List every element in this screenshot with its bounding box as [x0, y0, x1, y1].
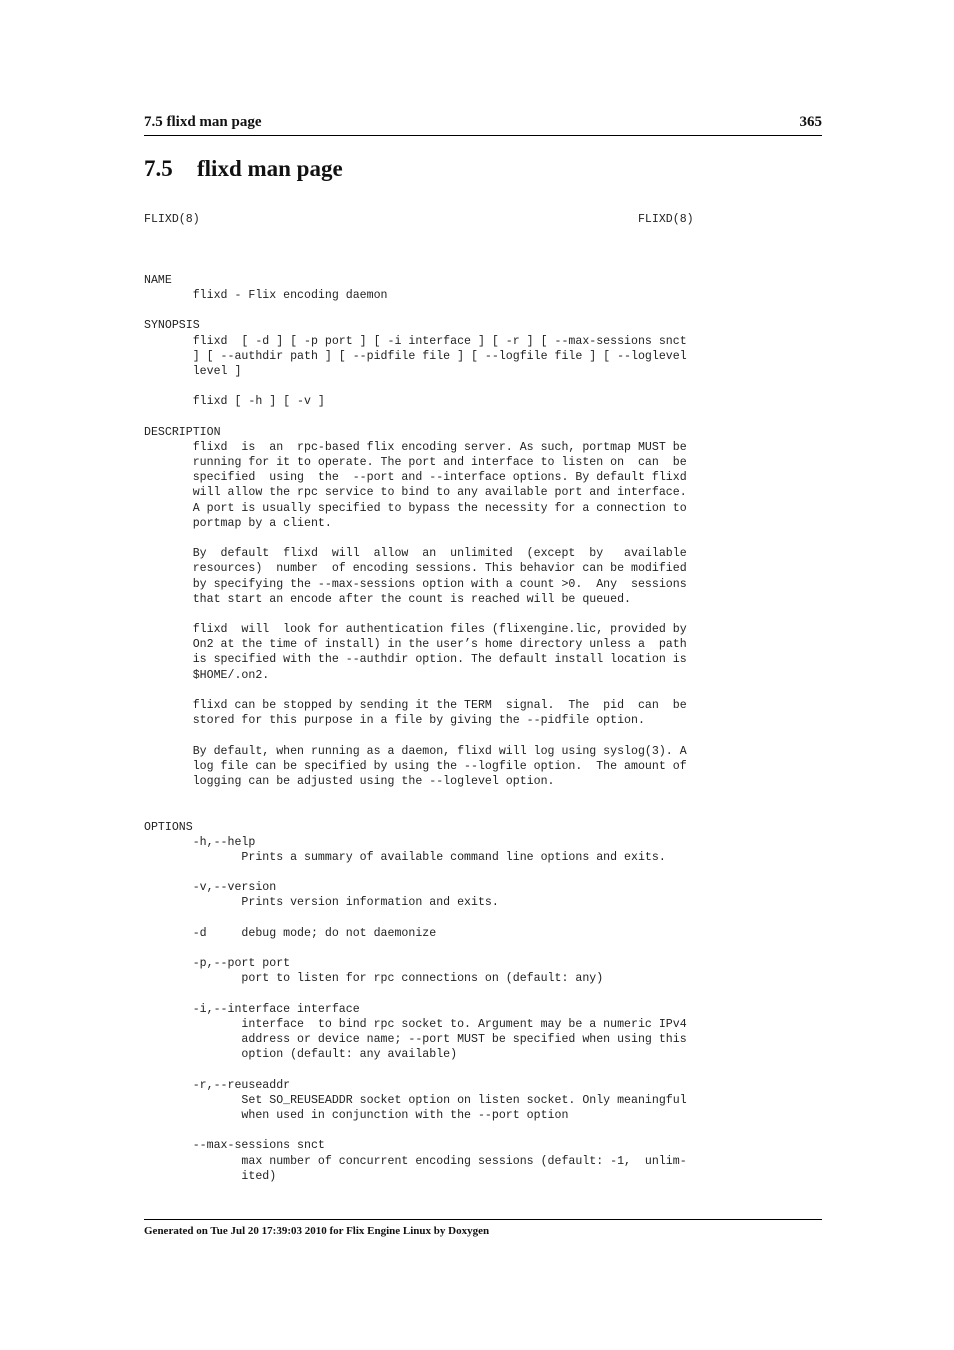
- man-line: log file can be specified by using the --logfile option. The amount of: [144, 759, 687, 773]
- section-heading: [144, 156, 343, 182]
- header-rule: [144, 135, 822, 136]
- man-line: [144, 911, 694, 926]
- man-line: ited): [144, 1169, 277, 1183]
- man-line: by specifying the --max-sessions option with a count >0. Any sessions: [144, 577, 687, 591]
- man-line: flixd - Flix encoding daemon: [144, 288, 388, 302]
- man-line: [144, 1063, 694, 1078]
- footer-rule: [144, 1219, 822, 1220]
- man-line: -v,--version: [144, 881, 277, 895]
- man-line: flixd [ -h ] [ -v ]: [144, 395, 325, 409]
- man-line: [144, 683, 694, 698]
- footer-text: Generated on Tue Jul 20 17:39:03 2010 for Flix Engine Linux by Doxygen: [144, 1225, 490, 1237]
- man-line: NAME: [144, 273, 172, 287]
- man-line: Prints version information and exits.: [144, 896, 499, 910]
- man-line: -d debug mode; do not daemonize: [144, 926, 437, 940]
- man-line: FLIXD(8) FLIXD(8): [144, 213, 694, 226]
- man-page-body: [144, 212, 694, 1184]
- man-line: [144, 258, 694, 273]
- man-line: [144, 789, 694, 804]
- man-line: will allow the rpc service to bind to any available port and interface.: [144, 486, 687, 500]
- man-line: -h,--help: [144, 835, 256, 849]
- man-line: By default flixd will allow an unlimited (except by available: [144, 547, 687, 561]
- man-line: -i,--interface interface: [144, 1002, 360, 1016]
- man-line: DESCRIPTION: [144, 425, 221, 439]
- man-line: By default, when running as a daemon, flixd will log using syslog(3). A: [144, 744, 687, 758]
- man-line: [144, 607, 694, 622]
- man-line: when used in conjunction with the --port option: [144, 1109, 569, 1123]
- man-line: portmap by a client.: [144, 516, 332, 530]
- man-line: max number of concurrent encoding sessions (default: -1, unlim-: [144, 1154, 687, 1168]
- man-line: port to listen for rpc connections on (default: any): [144, 972, 604, 986]
- man-line: Set SO_REUSEADDR socket option on listen socket. Only meaningful: [144, 1093, 687, 1107]
- man-line: [144, 1123, 694, 1138]
- man-line: --max-sessions snct: [144, 1139, 325, 1153]
- section-title: flixd man page: [197, 156, 343, 181]
- man-line: specified using the --port and --interface options. By default flixd: [144, 471, 687, 485]
- man-line: [144, 409, 694, 424]
- man-line: SYNOPSIS: [144, 319, 200, 333]
- man-line: address or device name; --port MUST be specified when using this: [144, 1033, 687, 1047]
- man-line: On2 at the time of install) in the user’s home directory unless a path: [144, 638, 687, 652]
- page-number: 365: [799, 114, 822, 130]
- man-line: flixd [ -d ] [ -p port ] [ -i interface ] [ -r ] [ --max-sessions snct: [144, 334, 687, 348]
- running-head: [144, 114, 822, 134]
- man-line: [144, 227, 694, 242]
- man-line: ] [ --authdir path ] [ --pidfile file ] [ --logfile file ] [ --loglevel: [144, 349, 687, 363]
- section-number: 7.5: [144, 156, 173, 181]
- man-line: stored for this purpose in a file by giving the --pidfile option.: [144, 714, 645, 728]
- man-line: interface to bind rpc socket to. Argument may be a numeric IPv4: [144, 1017, 687, 1031]
- man-line: flixd is an rpc-based flix encoding server. As such, portmap MUST be: [144, 440, 687, 454]
- man-line: [144, 303, 694, 318]
- man-line: logging can be adjusted using the --loglevel option.: [144, 774, 555, 788]
- man-line: [144, 242, 694, 257]
- man-line: level ]: [144, 364, 242, 378]
- man-line: [144, 865, 694, 880]
- man-line: $HOME/.on2.: [144, 668, 270, 682]
- man-line: option (default: any available): [144, 1048, 458, 1062]
- man-line: A port is usually specified to bypass the necessity for a connection to: [144, 501, 687, 515]
- man-line: that start an encode after the count is reached will be queued.: [144, 592, 632, 606]
- man-line: OPTIONS: [144, 820, 193, 834]
- running-head-title: 7.5 flixd man page: [144, 114, 262, 130]
- man-line: flixd will look for authentication files (flixengine.lic, provided by: [144, 623, 687, 637]
- man-line: [144, 379, 694, 394]
- man-line: [144, 728, 694, 743]
- man-line: Prints a summary of available command line options and exits.: [144, 850, 666, 864]
- man-line: -r,--reuseaddr: [144, 1078, 291, 1092]
- man-line: flixd can be stopped by sending it the TERM signal. The pid can be: [144, 699, 687, 712]
- man-line: [144, 987, 694, 1002]
- man-line: is specified with the --authdir option. The default install location is: [144, 653, 687, 667]
- man-line: -p,--port port: [144, 957, 291, 971]
- man-line: [144, 804, 694, 819]
- man-line: [144, 941, 694, 956]
- man-line: [144, 531, 694, 546]
- man-line: running for it to operate. The port and interface to listen on can be: [144, 456, 687, 469]
- man-line: resources) number of encoding sessions. This behavior can be modified: [144, 562, 687, 576]
